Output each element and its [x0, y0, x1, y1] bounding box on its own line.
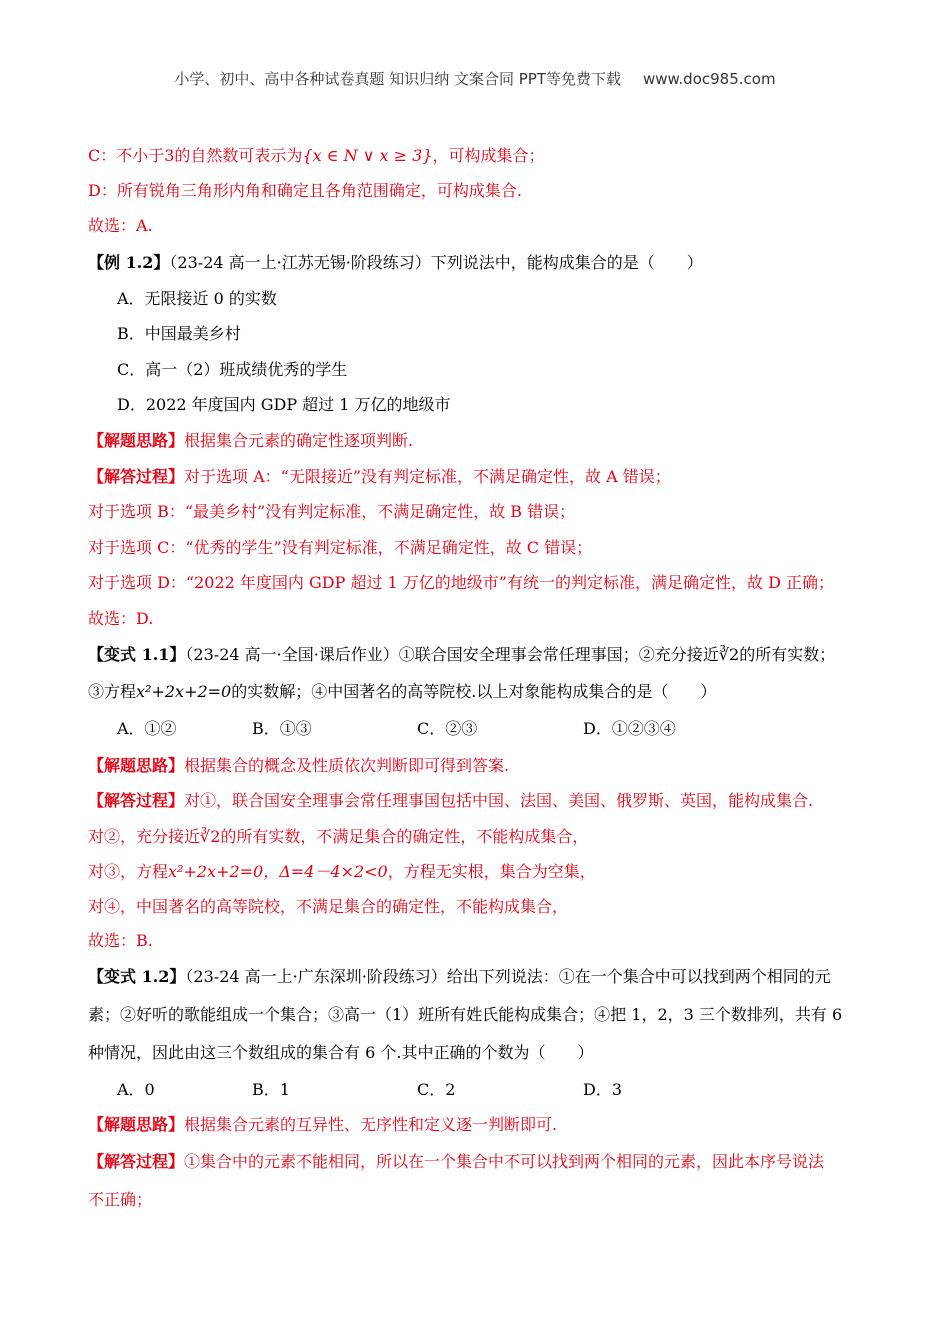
option-d: D．①②③④ [583, 719, 676, 738]
solution-process-text: ①集合中的元素不能相同，所以在一个集合中不可以找到两个相同的元素，因此本序号说法 [184, 1152, 825, 1171]
question-text: 的所有实数； [739, 645, 836, 664]
cube-root-expression: ∛2 [200, 827, 221, 846]
example-tag: 【例 1.2】 [88, 253, 170, 272]
answer-choice: 故选：A. [88, 216, 153, 235]
solution-process-tag: 【解答过程】 [88, 467, 185, 486]
solution-idea-text: 根据集合的概念及性质依次判断即可得到答案. [184, 756, 510, 775]
variant-tag: 【变式 1.1】 [88, 645, 186, 664]
variant-1-2-question [88, 967, 831, 987]
option-b: B．①③ [252, 719, 312, 738]
option-d: D．3 [583, 1080, 623, 1099]
answer-choice: 故选：D. [88, 609, 154, 628]
solution-process [88, 791, 813, 811]
question-text: （23-24 高一·全国·课后作业）①联合国安全理事会常任理事国；②充分接近 [185, 645, 719, 664]
solution-idea [88, 756, 509, 776]
discriminant-expression: x²+2x+2=0，Δ=4－4×2<0 [168, 862, 388, 881]
header-url[interactable]: www.doc985.com [642, 70, 776, 88]
option-a: A．①② [117, 719, 177, 738]
solution-process-text: 对于选项 A：“无限接近”没有判定标准，不满足确定性，故 A 错误； [184, 467, 671, 486]
option-b: B．中国最美乡村 [117, 324, 241, 343]
header-text: 小学、初中、高中各种试卷真题 知识归纳 文案合同 PPT等免费下载 [174, 70, 621, 88]
option-b: B．1 [252, 1080, 290, 1099]
solution-text: 对③，方程 [88, 862, 169, 881]
solution-line: 不正确； [88, 1190, 153, 1209]
option-c: C．②③ [417, 719, 478, 738]
variant-1-1-question-cont [88, 682, 716, 702]
solution-idea [88, 1115, 557, 1135]
option-a: A．0 [117, 1080, 155, 1099]
answer-text: ，可构成集合； [432, 146, 545, 165]
solution-idea-tag: 【解题思路】 [88, 756, 185, 775]
answer-choice: 故选：B. [88, 931, 153, 950]
variant-tag: 【变式 1.2】 [88, 967, 186, 986]
solution-idea-text: 根据集合元素的确定性逐项判断. [184, 431, 414, 450]
solution-idea-text: 根据集合元素的互异性、无序性和定义逐一判断即可. [184, 1115, 558, 1134]
variant-1-2-question-cont: 素；②好听的歌能组成一个集合；③高一（1）班所有姓氏能构成集合；④把 1，2，3 三个数排列，共有 6 [88, 1005, 843, 1024]
solution-process [88, 1152, 824, 1172]
cube-root-expression: ∛2 [718, 645, 740, 664]
option-c: C．高一（2）班成绩优秀的学生 [117, 360, 348, 379]
solution-line [88, 827, 588, 847]
solution-text: 对②，充分接近 [88, 827, 201, 846]
solution-text: 的所有实数，不满足集合的确定性，不能构成集合， [220, 827, 589, 846]
option-c: C．2 [417, 1080, 456, 1099]
solution-process [88, 467, 671, 487]
answer-text: C：不小于3的自然数可表示为 [88, 146, 303, 165]
question-text: ③方程 [88, 682, 137, 701]
solution-idea-tag: 【解题思路】 [88, 431, 185, 450]
solution-text: ，方程无实根，集合为空集， [387, 862, 596, 881]
question-text: （23-24 高一上·江苏无锡·阶段练习）下列说法中，能构成集合的是（ ） [169, 253, 703, 272]
options-row [117, 1080, 622, 1100]
solution-idea [88, 431, 413, 451]
answer-line-c [88, 146, 545, 166]
solution-idea-tag: 【解题思路】 [88, 1115, 185, 1134]
solution-process-text: 对①，联合国安全理事会常任理事国包括中国、法国、美国、俄罗斯、英国，能构成集合. [184, 791, 814, 810]
solution-line: 对于选项 C：“优秀的学生”没有判定标准，不满足确定性，故 C 错误； [88, 538, 593, 557]
page-header [0, 68, 950, 89]
answer-line-d: D：所有锐角三角形内角和确定且各角范围确定，可构成集合. [88, 181, 522, 200]
options-row [117, 719, 676, 739]
question-text: 的实数解；④中国著名的高等院校.以上对象能构成集合的是（ ） [231, 682, 717, 701]
solution-line: 对④，中国著名的高等院校，不满足集合的确定性，不能构成集合， [88, 897, 569, 916]
option-d: D．2022 年度国内 GDP 超过 1 万亿的地级市 [117, 395, 451, 414]
solution-line: 对于选项 B：“最美乡村”没有判定标准，不满足确定性，故 B 错误； [88, 502, 576, 521]
solution-line [88, 862, 596, 882]
equation-expression: x²+2x+2=0 [136, 682, 232, 701]
solution-process-tag: 【解答过程】 [88, 1152, 185, 1171]
variant-1-2-question-cont: 种情况，因此由这三个数组成的集合有 6 个.其中正确的个数为（ ） [88, 1043, 594, 1062]
question-text: （23-24 高一上·广东深圳·阶段练习）给出下列说法：①在一个集合中可以找到两个相同的元 [185, 967, 831, 986]
variant-1-1-question [88, 645, 835, 665]
example-1-2-question [88, 253, 703, 273]
option-a: A．无限接近 0 的实数 [117, 289, 277, 308]
solution-process-tag: 【解答过程】 [88, 791, 185, 810]
set-expression: {x ∈ N ∨ x ≥ 3} [302, 146, 433, 165]
solution-line: 对于选项 D：“2022 年度国内 GDP 超过 1 万亿的地级市”有统一的判定标准，满足确定性，故 D 正确； [88, 573, 834, 592]
